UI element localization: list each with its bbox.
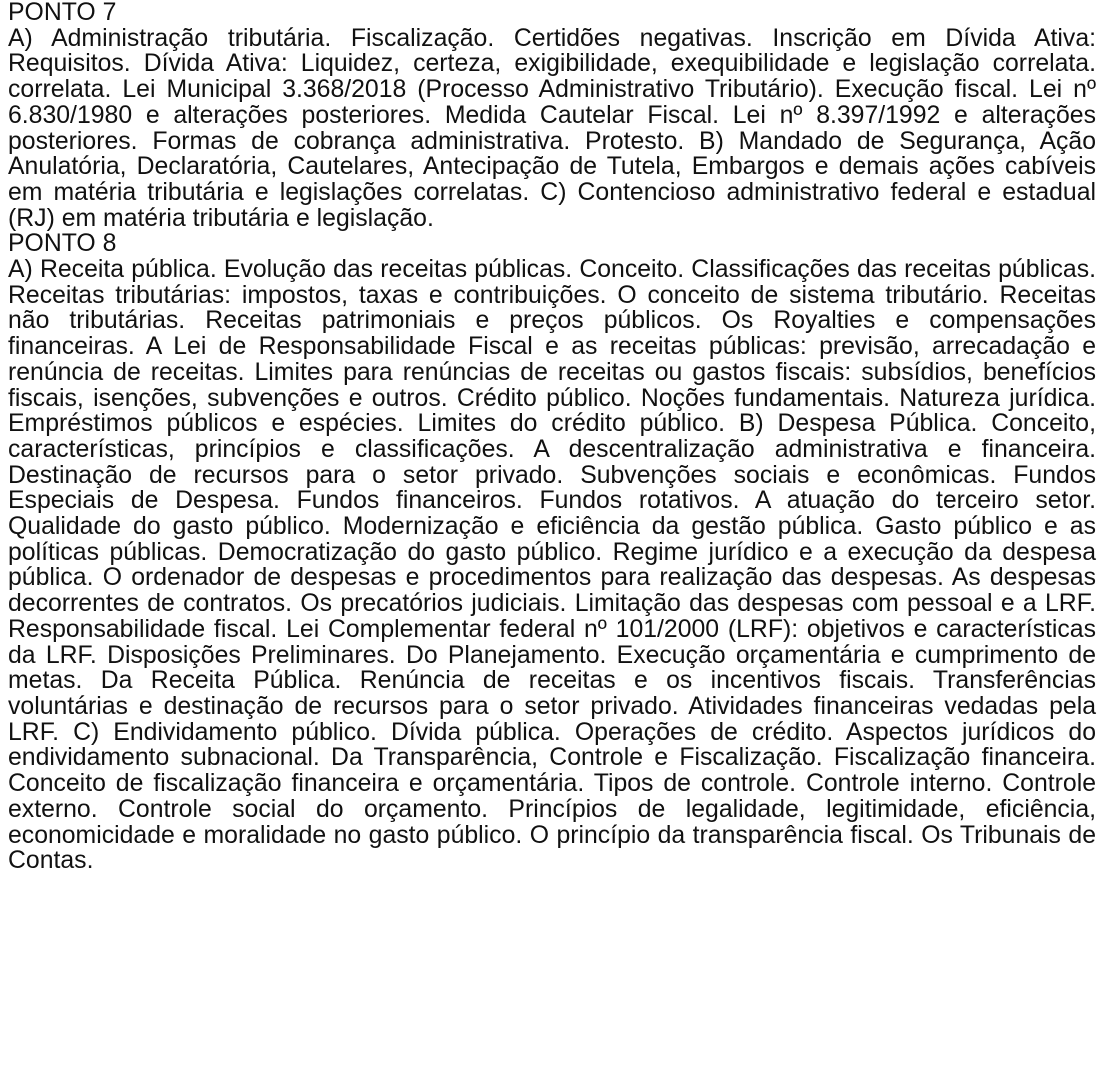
section-ponto-8 xyxy=(8,231,1096,874)
section-body: A) Receita pública. Evolução das receitas públicas. Conceito. Classificações das receitas públicas. Receitas tributárias: impostos, taxas e contribuições. O conceito de sistema tributário. Receitas não tributárias. Receitas patrimoniais e preços públicos. Os Royalties e compensações financeiras. A Lei de Responsabilidade Fiscal e as receitas públicas: previsão, arrecadação e renúncia de receitas. Limites para renúncias de receitas ou gastos fiscais: subsídios, benefícios fiscais, isenções, subvenções e outros. Crédito público. Noções fundamentais. Natureza jurídica. Empréstimos públicos e espécies. Limites do crédito público. B) Despesa Pública. Conceito, características, princípios e classificações. A descentralização administrativa e financeira. Destinação de recursos para o setor privado. Subvenções sociais e econômicas. Fundos Especiais de Despesa. Fundos financeiros. Fundos rotativos. A atuação do terceiro setor. Qualidade do gasto público. Modernização e eficiência da gestão pública. Gasto público e as políticas públicas. Democratização do gasto público. Regime jurídico e a execução da despesa pública. O ordenador de despesas e procedimentos para realização das despesas. As despesas decorrentes de contratos. Os precatórios judiciais. Limitação das despesas com pessoal e a LRF. Responsabilidade fiscal. Lei Complementar federal nº 101/2000 (LRF): objetivos e características da LRF. Disposições Preliminares. Do Planejamento. Execução orçamentária e cumprimento de metas. Da Receita Pública. Renúncia de receitas e os incentivos fiscais. Transferências voluntárias e destinação de recursos para o setor privado. Atividades financeiras vedadas pela LRF. C) Endividamento público. Dívida pública. Operações de crédito. Aspectos jurídicos do endividamento subnacional. Da Transparência, Controle e Fiscalização. Fiscalização financeira. Conceito de fiscalização financeira e orçamentária. Tipos de controle. Controle interno. Controle externo. Controle social do orçamento. Princípios de legalidade, legitimidade, eficiência, economicidade e moralidade no gasto público. O princípio da transparência fiscal. Os Tribunais de Contas. xyxy=(8,256,1096,875)
section-body: A) Administração tributária. Fiscalização. Certidões negativas. Inscrição em Dívida Ativa: Requisitos. Dívida Ativa: Liquidez, certeza, exigibilidade, exequibilidade e legislação correlata. correlata. Lei Municipal 3.368/2018 (Processo Administrativo Tributário). Execução fiscal. Lei nº 6.830/1980 e alterações posteriores. Medida Cautelar Fiscal. Lei nº 8.397/1992 e alterações posteriores. Formas de cobrança administrativa. Protesto. B) Mandado de Segurança, Ação Anulatória, Declaratória, Cautelares, Antecipação de Tutela, Embargos e demais ações cabíveis em matéria tributária e legislações correlatas. C) Contencioso administrativo federal e estadual (RJ) em matéria tributária e legislação. xyxy=(8,24,1096,232)
section-heading: PONTO 7 xyxy=(8,0,117,26)
section-heading: PONTO 8 xyxy=(8,230,117,258)
section-ponto-7 xyxy=(8,0,1096,231)
document-page xyxy=(8,0,1096,874)
